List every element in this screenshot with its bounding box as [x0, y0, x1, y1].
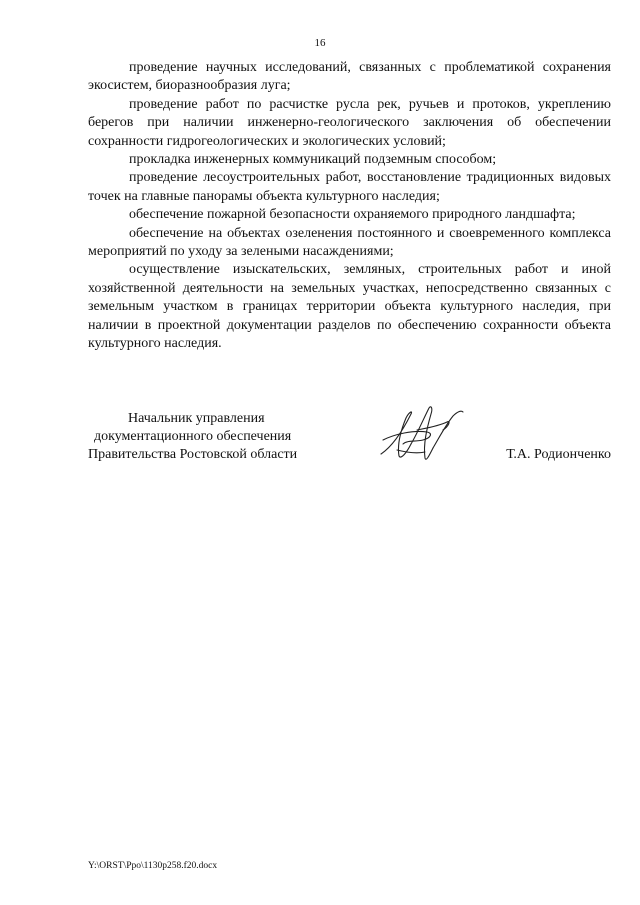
file-path: Y:\ORST\Ppo\1130p258.f20.docx: [88, 861, 218, 871]
list-item: проведение работ по расчистке русла рек, ручьев и протоков, укреплению берегов при наличии инженерно-геологического заключения об обеспечении сохранности гидрогеологических и экологических условий;: [88, 96, 611, 149]
page-number: 16: [314, 37, 326, 49]
signer-title-line: Начальник управления: [128, 411, 265, 426]
list-item: проведение лесоустроительных работ, восстановление традиционных видовых точек на главные панорамы объекта культурного наследия;: [88, 170, 611, 204]
list-item: обеспечение на объектах озеленения постоянного и своевременного комплекса мероприятий по уходу за зелеными насаждениями;: [88, 225, 611, 260]
signer-name: Т.А. Родионченко: [506, 447, 611, 462]
signature-block: [88, 410, 611, 470]
handwritten-signature: [373, 400, 473, 466]
signer-title-line: документационного обеспечения: [94, 429, 292, 444]
signer-title: [88, 410, 328, 464]
list-item: проведение научных исследований, связанных с проблематикой сохранения экосистем, биоразнообразия луга;: [88, 60, 611, 94]
signer-title-line: Правительства Ростовской области: [88, 447, 298, 462]
document-body: [88, 59, 611, 354]
list-item: обеспечение пожарной безопасности охраняемого природного ландшафта;: [129, 207, 576, 223]
list-item: прокладка инженерных коммуникаций подземным способом;: [129, 152, 497, 168]
list-item: осуществление изыскательских, земляных, строительных работ и иной хозяйственной деятельности на земельных участках, непосредственно связанных с земельным участком в границах территории объекта культурного наследия, при наличии в проектной документации разделов по обеспечению сохранности объекта культурного наследия.: [88, 262, 611, 352]
